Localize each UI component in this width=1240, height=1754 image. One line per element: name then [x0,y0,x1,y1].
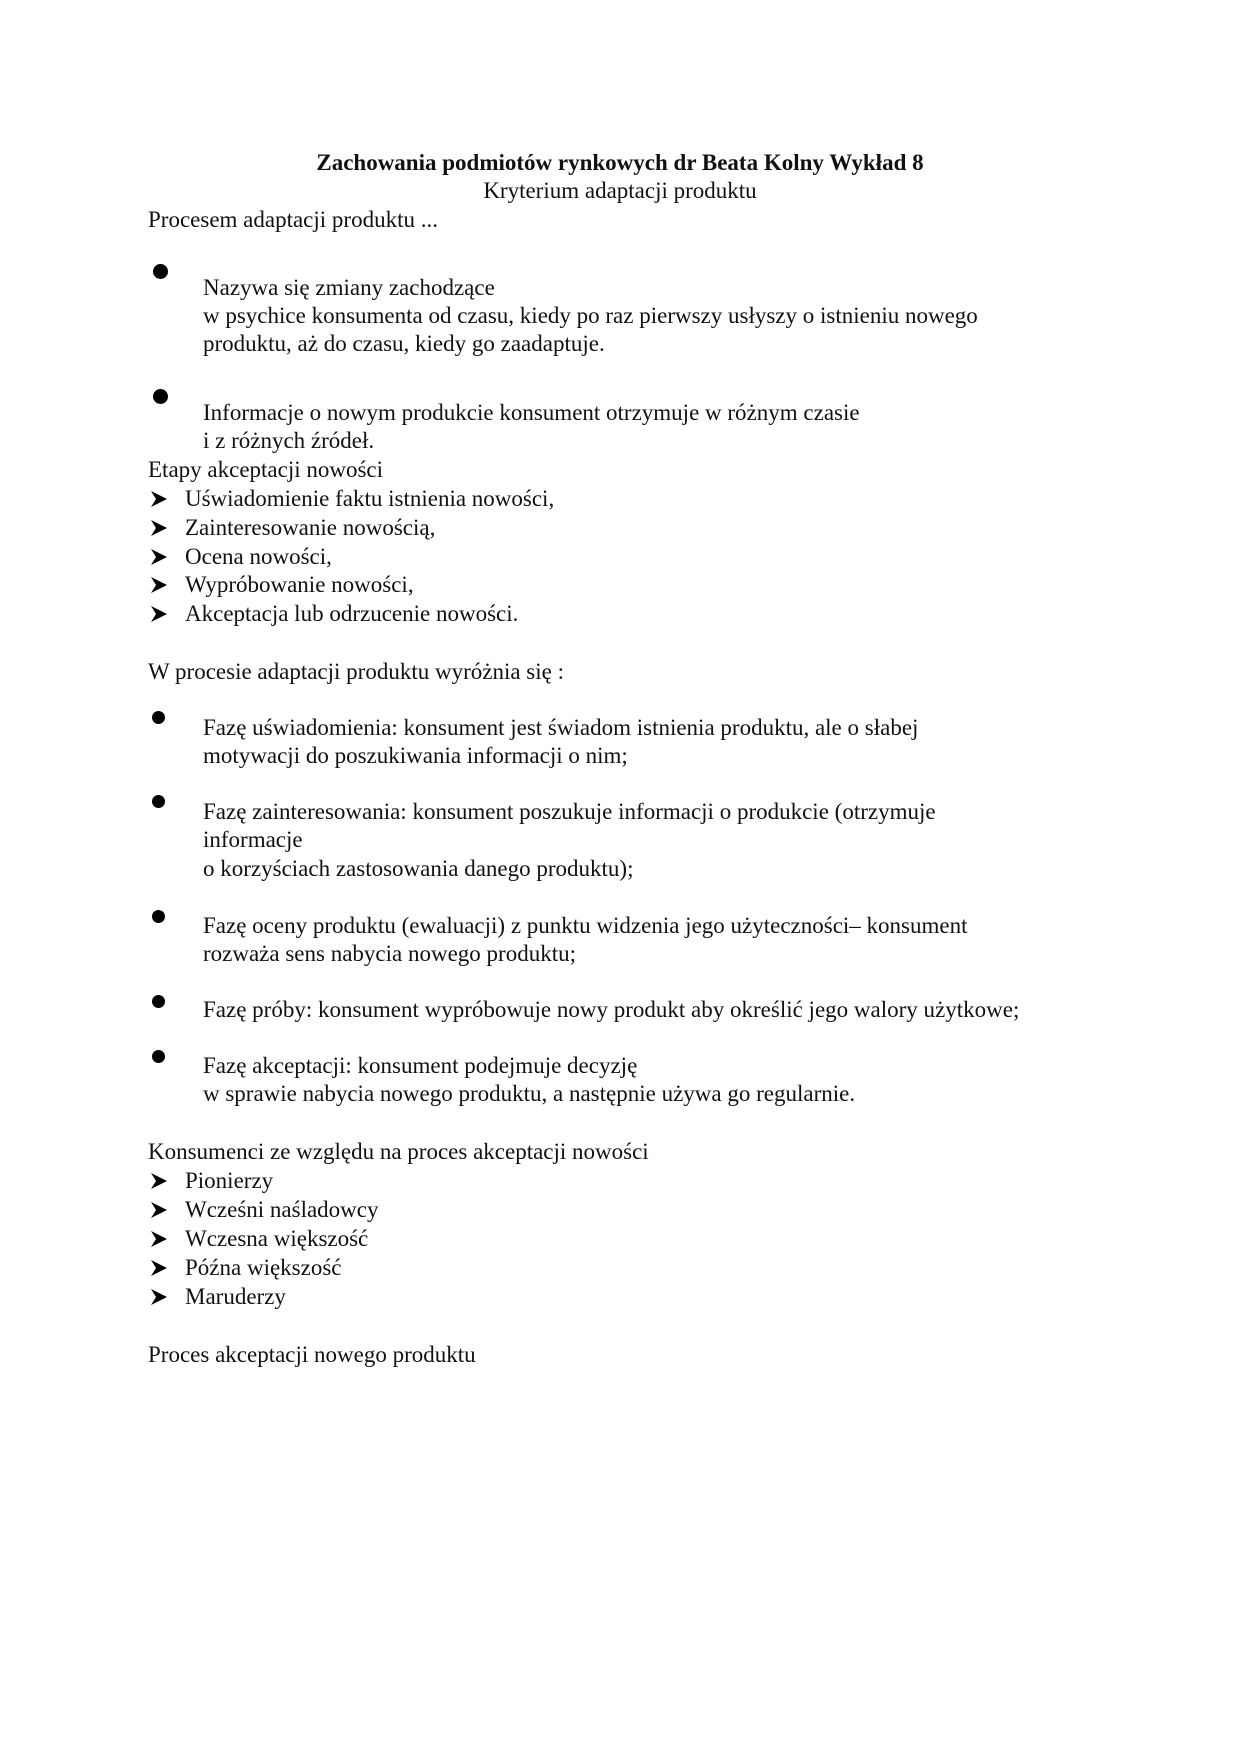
arrow-bullet-icon [150,548,168,566]
phase-line: w sprawie nabycia nowego produktu, a następnie używa go regularnie. [203,1081,856,1106]
stages-heading: Etapy akceptacji nowości [148,457,384,482]
arrow-bullet-icon [150,1172,168,1190]
stage-item: Zainteresowanie nowością, [185,515,436,540]
phase-line: Fazę oceny produktu (ewaluacji) z punktu widzenia jego użyteczności– konsument [203,913,968,938]
phase-line: Fazę uświadomienia: konsument jest świadom istnienia produktu, ale o słabej [203,715,919,740]
bullet-line: w psychice konsumenta od czasu, kiedy po raz pierwszy usłyszy o istnieniu nowego [203,303,978,328]
bullet-line: Nazywa się zmiany zachodzące [203,275,495,300]
bullet-icon [153,264,168,279]
arrow-bullet-icon [150,1288,168,1306]
stage-item: Ocena nowości, [185,544,332,569]
bullet-icon [152,711,165,724]
consumer-item: Pionierzy [185,1168,274,1193]
bullet-icon [152,1050,165,1063]
arrow-bullet-icon [150,1230,168,1248]
closing-text: Proces akceptacji nowego produktu [148,1342,476,1367]
arrow-bullet-icon [150,1259,168,1277]
phase-line: rozważa sens nabycia nowego produktu; [203,941,576,966]
document-subtitle: Kryterium adaptacji produktu [483,178,757,203]
consumer-item: Wcześni naśladowcy [185,1197,379,1222]
arrow-bullet-icon [150,519,168,537]
stage-item: Uświadomienie faktu istnienia nowości, [185,486,555,511]
arrow-bullet-icon [150,490,168,508]
bullet-icon [152,910,165,923]
phase-line: Fazę zainteresowania: konsument poszukuje informacji o produkcie (otrzymuje [203,799,936,824]
arrow-bullet-icon [150,1201,168,1219]
bullet-icon [152,795,165,808]
bullet-icon [152,995,165,1008]
phase-line: o korzyściach zastosowania danego produktu); [203,856,634,881]
intro-text: Procesem adaptacji produktu ... [148,207,438,232]
phase-line: informacje [203,827,303,852]
consumers-heading: Konsumenci ze względu na proces akceptacji nowości [148,1139,649,1164]
phase-line: motywacji do poszukiwania informacji o nim; [203,743,628,768]
bullet-icon [153,389,168,404]
consumer-item: Maruderzy [185,1284,286,1309]
phase-line: Fazę próby: konsument wypróbowuje nowy produkt aby określić jego walory użytkowe; [203,997,1020,1022]
bullet-line: produktu, aż do czasu, kiedy go zaadaptuje. [203,331,605,356]
arrow-bullet-icon [150,576,168,594]
bullet-line: i z różnych źródeł. [203,428,375,453]
phases-heading: W procesie adaptacji produktu wyróżnia się : [148,659,564,684]
stage-item: Akceptacja lub odrzucenie nowości. [185,601,519,626]
bullet-line: Informacje o nowym produkcie konsument otrzymuje w różnym czasie [203,400,860,425]
stage-item: Wypróbowanie nowości, [185,572,414,597]
consumer-item: Wczesna większość [185,1226,369,1251]
arrow-bullet-icon [150,605,168,623]
phase-line: Fazę akceptacji: konsument podejmuje decyzję [203,1053,638,1078]
document-title: Zachowania podmiotów rynkowych dr Beata Kolny Wykład 8 [316,150,924,175]
consumer-item: Późna większość [185,1255,342,1280]
